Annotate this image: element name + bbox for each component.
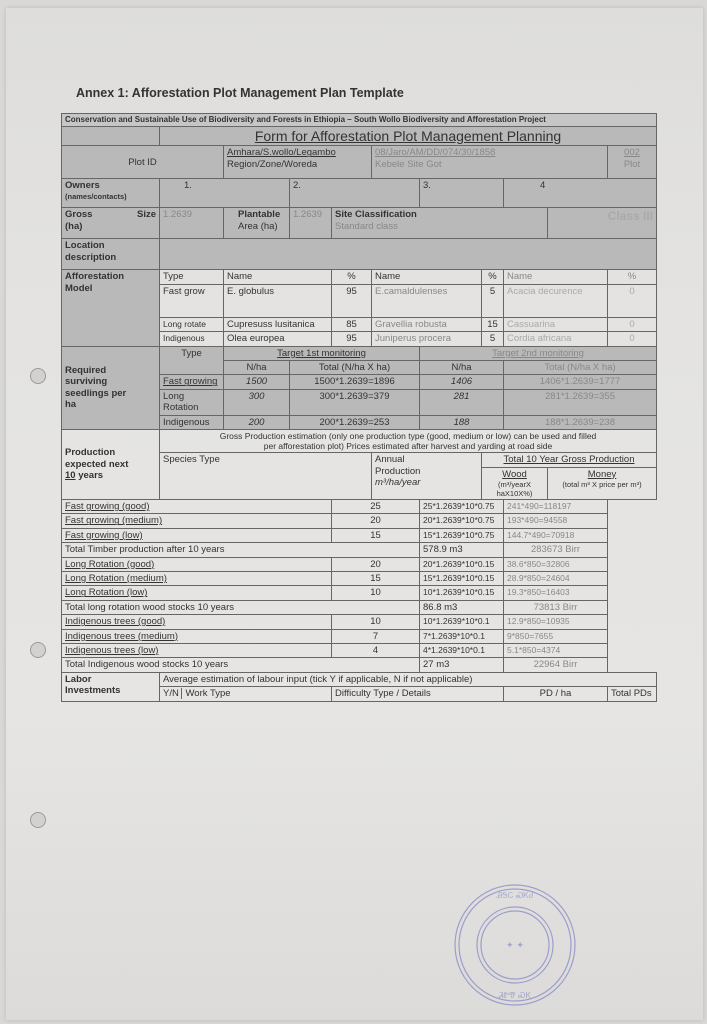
title-row (62, 126, 657, 146)
total-header: Total (N/ha X ha) (290, 360, 420, 374)
svg-text:✦ ✦: ✦ ✦ (506, 941, 524, 951)
afforestation-type: Indigenous (160, 332, 224, 346)
production-wood: 20*1.2639*10*0.75 (420, 514, 504, 528)
production-total-wood: 27 m3 (420, 658, 504, 672)
plot-value: 002 (624, 147, 640, 159)
seedling-total: 188*1.2639=238 (504, 415, 657, 429)
region-label: Region/Zone/Woreda (227, 158, 318, 170)
owner-4: 4 (504, 179, 657, 208)
production-row (62, 557, 657, 571)
production-total-wood: 86.8 m3 (420, 600, 504, 614)
afforestation-header-row (62, 270, 657, 284)
species-pct: 95 (332, 284, 372, 317)
plot-id-label: Plot ID (62, 146, 224, 179)
production-species: Indigenous trees (medium) (62, 629, 332, 643)
seedling-nha: 300 (224, 389, 290, 415)
species-name: Gravellia robusta (372, 317, 482, 331)
total10-header: Total 10 Year Gross Production (482, 453, 657, 467)
production-species: Long Rotation (good) (62, 557, 332, 571)
species-pct: 0 (608, 332, 657, 346)
production-wood: 15*1.2639*10*0.75 (420, 528, 504, 542)
production-annual: 4 (332, 643, 420, 657)
production-row (62, 586, 657, 600)
seedling-type: Long Rotation (160, 389, 224, 415)
production-money: 12.9*850=10935 (504, 615, 608, 629)
gross-size-row (62, 208, 657, 239)
afforestation-type: Fast grow (160, 284, 224, 317)
seedlings-header-row (62, 346, 657, 360)
afforestation-type-header: Type (160, 270, 224, 284)
production-species: Fast growing (good) (62, 500, 332, 514)
owners-row (62, 179, 657, 208)
production-species: Fast growing (medium) (62, 514, 332, 528)
afforestation-name1-header: Name (224, 270, 332, 284)
production-money: 5.1*850=4374 (504, 643, 608, 657)
production-wood: 25*1.2639*10*0.75 (420, 500, 504, 514)
production-annual: 7 (332, 629, 420, 643)
plot-id-row (62, 146, 657, 179)
labor-note: Average estimation of labour input (tick Y if applicable, N if not applicable) (160, 672, 657, 686)
production-money: 19.3*850=16403 (504, 586, 608, 600)
location-label: Location description (62, 239, 160, 270)
location-value (160, 239, 657, 270)
punch-hole (30, 642, 46, 658)
production-wood: 20*1.2639*10*0.15 (420, 557, 504, 571)
production-total-row (62, 600, 657, 614)
seedling-nha: 1406 (420, 375, 504, 389)
seedling-total: 1406*1.2639=1777 (504, 375, 657, 389)
production-species: Fast growing (low) (62, 528, 332, 542)
production-total-label: Total Timber production after 10 years (62, 543, 420, 557)
production-total-money: 283673 Birr (504, 543, 608, 557)
production-wood: 4*1.2639*10*0.1 (420, 643, 504, 657)
production-total-wood: 578.9 m3 (420, 543, 504, 557)
production-total-label: Total Indigenous wood stocks 10 years (62, 658, 420, 672)
production-wood: 15*1.2639*10*0.15 (420, 572, 504, 586)
production-annual: 20 (332, 514, 420, 528)
production-row (62, 500, 657, 514)
afforestation-name3-header: Name (504, 270, 608, 284)
target2-header: Target 2nd monitoring (420, 346, 657, 360)
labor-total-header: Total PDs (608, 687, 657, 701)
project-row (62, 114, 657, 127)
seal-stamp (452, 882, 578, 1008)
owner-3: 3. (420, 179, 504, 208)
afforestation-name2-header: Name (372, 270, 482, 284)
owner-1: 1. (160, 179, 290, 208)
production-row (62, 643, 657, 657)
species-type-header: Species Type (160, 453, 372, 500)
svg-text:ᏘᏑᏡ ᏍᏦ: ᏘᏑᏡ ᏍᏦ (498, 991, 532, 1000)
production-note-row (62, 429, 657, 452)
seedlings-label: Required surviving seedlings per ha (62, 346, 160, 429)
class-value: Class III (548, 208, 657, 239)
production-annual: 15 (332, 528, 420, 542)
seedling-nha: 281 (420, 389, 504, 415)
labor-difficulty-header: Difficulty Type / Details (332, 687, 504, 701)
species-name: Cordia africana (504, 332, 608, 346)
production-money: 28.9*850=24604 (504, 572, 608, 586)
punch-hole (30, 368, 46, 384)
afforestation-type: Long rotate (160, 317, 224, 331)
plantable-label: Plantable Area (ha) (224, 208, 290, 239)
species-name: E. globulus (224, 284, 332, 317)
production-money: 9*850=7655 (504, 629, 608, 643)
plantable-value: 1.2639 (290, 208, 332, 239)
afforestation-form-table (61, 113, 657, 702)
production-wood: 10*1.2639*10*0.15 (420, 586, 504, 600)
species-pct: 95 (332, 332, 372, 346)
seedling-nha: 200 (224, 415, 290, 429)
kebele-value: 08/Jaro/AM/DD/074/30/1858 (375, 147, 496, 159)
production-row (62, 514, 657, 528)
species-name: Olea europea (224, 332, 332, 346)
seedling-total: 281*1.2639=355 (504, 389, 657, 415)
labor-note-row (62, 672, 657, 686)
species-pct: 5 (482, 284, 504, 317)
species-name: Cupresuss lusitanica (224, 317, 332, 331)
species-pct: 85 (332, 317, 372, 331)
production-species: Indigenous trees (good) (62, 615, 332, 629)
location-row (62, 239, 657, 270)
seedling-nha: 188 (420, 415, 504, 429)
species-pct: 15 (482, 317, 504, 331)
production-row (62, 615, 657, 629)
production-money: 241*490=118197 (504, 500, 608, 514)
afforestation-model-label: Afforestation Model (62, 270, 160, 346)
production-annual: 10 (332, 615, 420, 629)
owner-2: 2. (290, 179, 420, 208)
kebele-label: Kebele Site Got (375, 158, 442, 170)
wood-header: Wood (m³/yearX haX10X%) (482, 467, 548, 499)
labor-label: Labor Investments (62, 672, 160, 701)
seedling-total: 300*1.2639=379 (290, 389, 420, 415)
species-name: Juniperus procera (372, 332, 482, 346)
production-row (62, 572, 657, 586)
production-annual: 25 (332, 500, 420, 514)
production-wood: 10*1.2639*10*0.1 (420, 615, 504, 629)
seedling-nha: 1500 (224, 375, 290, 389)
afforestation-pct3-header: % (608, 270, 657, 284)
total-header: Total (N/ha X ha) (504, 360, 657, 374)
seedling-type: Fast growing (160, 375, 224, 389)
afforestation-pct1-header: % (332, 270, 372, 284)
production-label: Production expected next 10 years (62, 429, 160, 499)
production-total-row (62, 658, 657, 672)
labor-pd-header: PD / ha (504, 687, 608, 701)
annex-title: Annex 1: Afforestation Plot Management Plan Template (76, 86, 404, 100)
production-total-label: Total long rotation wood stocks 10 years (62, 600, 420, 614)
production-species: Indigenous trees (low) (62, 643, 332, 657)
annual-header: Annual Production m³/ha/year (372, 453, 482, 500)
gross-size-label: Gross Size (ha) (62, 208, 160, 239)
afforestation-pct2-header: % (482, 270, 504, 284)
owners-label-cell (62, 179, 160, 208)
target1-header: Target 1st monitoring (224, 346, 420, 360)
production-total-money: 73813 Birr (504, 600, 608, 614)
plot-label: Plot (623, 158, 641, 170)
production-annual: 15 (332, 572, 420, 586)
seedling-total: 200*1.2639=253 (290, 415, 420, 429)
production-money: 144.7*490=70918 (504, 528, 608, 542)
production-total-row (62, 543, 657, 557)
production-row (62, 629, 657, 643)
kebele-cell (372, 146, 608, 179)
production-money: 38.6*850=32806 (504, 557, 608, 571)
seedling-type: Indigenous (160, 415, 224, 429)
species-pct: 5 (482, 332, 504, 346)
nha-header: N/ha (420, 360, 504, 374)
production-money: 193*490=94558 (504, 514, 608, 528)
form-title: Form for Afforestation Plot Management Planning (160, 126, 657, 146)
species-pct: 0 (608, 284, 657, 317)
nha-header: N/ha (224, 360, 290, 374)
species-name: Cassuarina (504, 317, 608, 331)
svg-text:ᎯᎦᏟ ᏍᏦᏧ: ᎯᎦᏟ ᏍᏦᏧ (496, 891, 534, 900)
plot-cell (608, 146, 657, 179)
production-annual: 10 (332, 586, 420, 600)
production-note: Gross Production estimation (only one production type (good, medium or low) can be used and filled per afforestation plot) Prices estimated after harvest and yarding at road side (160, 429, 657, 452)
gross-size-value: 1.2639 (160, 208, 224, 239)
species-pct: 0 (608, 317, 657, 331)
money-header: Money (total m³ X price per m³) (548, 467, 657, 499)
labor-yn-work-header: Y/N Work Type (160, 687, 332, 701)
owners-sublabel: (names/contacts) (65, 191, 127, 201)
production-total-money: 22964 Birr (504, 658, 608, 672)
production-row (62, 528, 657, 542)
seedlings-type-header: Type (160, 346, 224, 375)
species-name: E.camaldulenses (372, 284, 482, 317)
production-rows (62, 500, 657, 673)
site-classification: Site Classification Standard class (332, 208, 548, 239)
owners-label: Owners (65, 180, 100, 192)
production-species: Long Rotation (low) (62, 586, 332, 600)
region-value: Amhara/S.wollo/Legambo (227, 147, 336, 159)
punch-hole (30, 812, 46, 828)
seedling-total: 1500*1.2639=1896 (290, 375, 420, 389)
production-species: Long Rotation (medium) (62, 572, 332, 586)
species-name: Acacia decurence (504, 284, 608, 317)
production-annual: 20 (332, 557, 420, 571)
region-cell (224, 146, 372, 179)
project-line: Conservation and Sustainable Use of Biodiversity and Forests in Ethiopia – South Wollo Biodiversity and Afforestation Project (62, 114, 657, 127)
production-wood: 7*1.2639*10*0.1 (420, 629, 504, 643)
